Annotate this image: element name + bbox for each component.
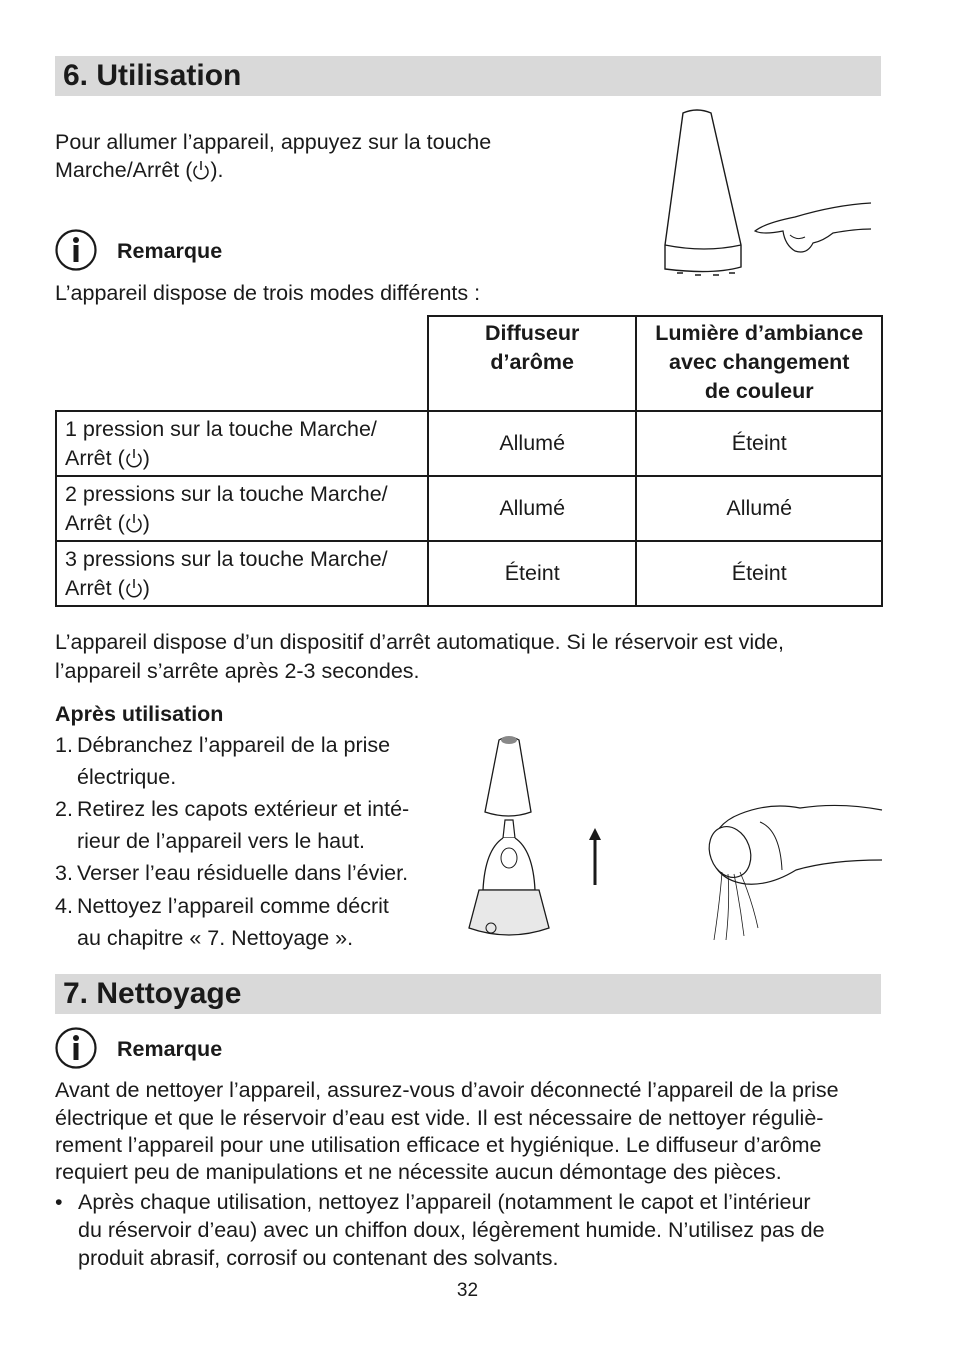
section-title: 7. Nettoyage [63, 977, 242, 1010]
power-icon [125, 448, 143, 468]
cleaning-para-line-1: Avant de nettoyer l’appareil, assurez-vous d’avoir déconnecté l’appareil de la prise [55, 1078, 839, 1102]
info-icon [55, 1027, 97, 1069]
table-cell-diffuser: Allumé [428, 476, 637, 541]
list-item: 4. Nettoyez l’appareil comme décrit au chapitre « 7. Nettoyage ». [55, 894, 389, 950]
diffuser-hand-illustration [655, 105, 885, 285]
bullet-line-3: produit abrasif, corrosif ou contenant des solvants. [78, 1246, 559, 1270]
intro-line-2: Marche/Arrêt ( ). [55, 158, 224, 182]
pouring-illustration [700, 800, 885, 945]
section-heading-nettoyage [55, 974, 881, 1014]
auto-off-line-1: L’appareil dispose d’un dispositif d’arrêt automatique. Si le réservoir est vide, [55, 630, 785, 654]
list-item: 1. Débranchez l’appareil de la prise électrique. [55, 733, 391, 789]
table-row-label: 2 pressions sur la touche Marche/ Arrêt ( ) [56, 476, 428, 541]
auto-off-line-2: l’appareil s’arrête après 2-3 secondes. [55, 659, 420, 683]
table-row-label: 3 pressions sur la touche Marche/ Arrêt ( ) [56, 541, 428, 606]
list-item: 2. Retirez les capots extérieur et inté- rieur de l’appareil vers le haut. [55, 797, 410, 853]
cleaning-para-line-4: requiert peu de manipulations et ne nécessite aucun démontage des pièces. [55, 1160, 782, 1184]
table-cell-light: Éteint [636, 541, 882, 606]
table-cell-diffuser: Allumé [428, 411, 637, 476]
note-label: Remarque [117, 239, 223, 263]
cleaning-para-line-2: électrique et que le réservoir d’eau est vide. Il est nécessaire de nettoyer réguliè- [55, 1106, 824, 1130]
bullet-icon: • [55, 1190, 63, 1214]
table-cell-light: Éteint [636, 411, 882, 476]
cleaning-para-line-3: rement l’appareil pour une utilisation efficace et hygiénique. Le diffuseur d’arôme [55, 1133, 822, 1157]
table-row [56, 476, 882, 541]
list-item: 3. Verser l’eau résiduelle dans l’évier. [55, 861, 409, 885]
table-cell-diffuser: Éteint [428, 541, 637, 606]
table-header-light: Lumière d’ambiance avec changement de couleur [636, 316, 882, 411]
after-use-title: Après utilisation [55, 702, 224, 726]
page-number: 32 [456, 1280, 479, 1301]
power-icon [192, 160, 210, 180]
table-corner-cell [56, 316, 428, 411]
bullet-line-1: Après chaque utilisation, nettoyez l’appareil (notamment le capot et l’intérieur [78, 1190, 811, 1214]
table-cell-light: Allumé [636, 476, 882, 541]
modes-table [55, 315, 883, 607]
table-row-label: 1 pression sur la touche Marche/ Arrêt ( ) [56, 411, 428, 476]
note-label: Remarque [117, 1037, 223, 1061]
intro-line-1: Pour allumer l’appareil, appuyez sur la touche [55, 130, 492, 154]
info-icon [55, 229, 97, 271]
modes-intro: L’appareil dispose de trois modes différents : [55, 281, 481, 305]
table-row [56, 411, 882, 476]
section-heading-utilisation [55, 56, 881, 96]
power-icon [125, 513, 143, 533]
power-icon [125, 578, 143, 598]
table-header-row [56, 316, 882, 411]
disassembly-illustration [465, 730, 625, 945]
table-header-diffuser: Diffuseur d’arôme [428, 316, 637, 411]
table-row [56, 541, 882, 606]
bullet-line-2: du réservoir d’eau) avec un chiffon doux, légèrement humide. N’utilisez pas de [78, 1218, 825, 1242]
section-title: 6. Utilisation [63, 59, 242, 92]
